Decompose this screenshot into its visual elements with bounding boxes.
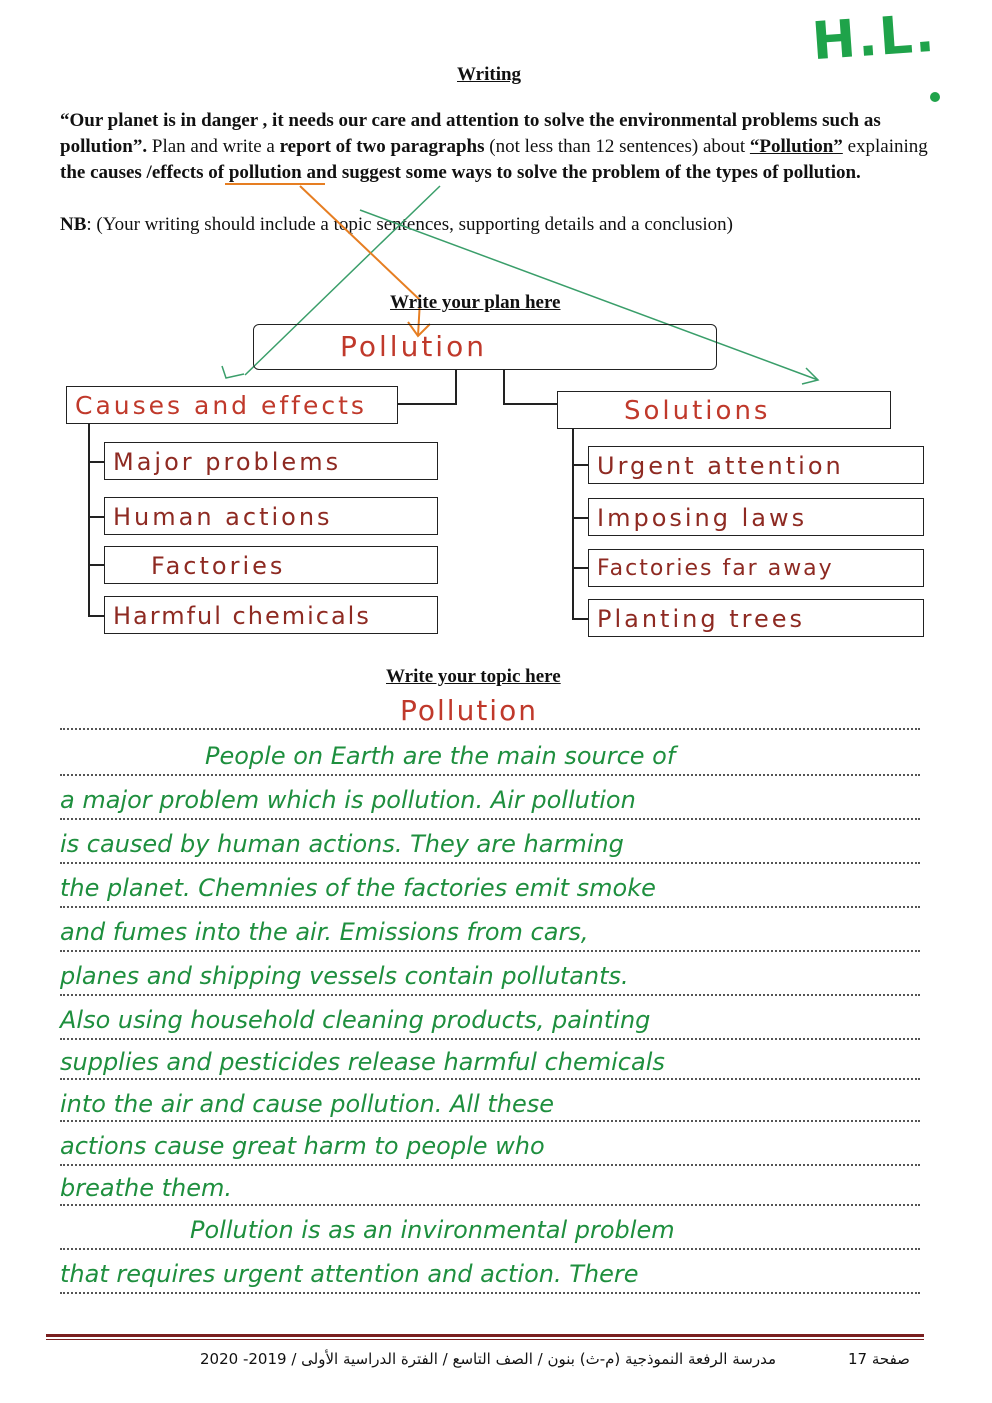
plan-left-item-2-text: Human actions: [113, 503, 333, 531]
plan-right-item-4-text: Planting trees: [597, 605, 805, 633]
essay-line: planes and shipping vessels contain pollutants.: [60, 962, 629, 990]
footer-divider-thin: [46, 1339, 924, 1340]
plan-right-item-2: [588, 498, 924, 536]
left-spine: [88, 424, 90, 617]
instructions-topic: “Pollution”: [749, 136, 843, 157]
writing-line: [60, 1120, 920, 1122]
essay-line: actions cause great harm to people who: [60, 1132, 545, 1160]
plan-left-item-1-text: Major problems: [113, 448, 342, 476]
writing-line: [60, 1038, 920, 1040]
green-arrowhead-left: [222, 366, 244, 378]
writing-line: [60, 1078, 920, 1080]
section-title: Writing: [457, 64, 522, 85]
plan-right-title: Solutions: [624, 396, 771, 426]
writing-line: [60, 728, 920, 730]
right-spine: [572, 429, 574, 619]
right-tick-4: [572, 618, 588, 620]
writing-line: [60, 1292, 920, 1294]
writing-line: [60, 994, 920, 996]
connector-root-left: [455, 370, 457, 404]
footer-divider: [46, 1334, 924, 1337]
footer-school-text: مدرسة الرفعة النموذجية (م-ث) بنون / الصف التاسع / الفترة الدراسية الأولى / 2019- 2020: [200, 1350, 776, 1368]
plan-heading: Write your plan here: [390, 292, 561, 313]
essay-line: a major problem which is pollution. Air pollution: [60, 786, 636, 814]
essay-line: Also using household cleaning products, painting: [60, 1006, 651, 1034]
left-tick-4: [88, 615, 104, 617]
plan-right-item-1-text: Urgent attention: [597, 452, 844, 480]
nb-text: : (Your writing should include a topic sentences, supporting details and a conclusion): [86, 214, 733, 235]
writing-line: [60, 774, 920, 776]
plan-root-box: [253, 324, 717, 370]
essay-title: Pollution: [400, 694, 538, 727]
essay-line: People on Earth are the main source of: [205, 742, 676, 770]
plan-right-item-2-text: Imposing laws: [597, 504, 808, 532]
writing-line: [60, 950, 920, 952]
essay-line: into the air and cause pollution. All these: [60, 1090, 555, 1118]
plan-right-title-box: [557, 391, 891, 429]
essay-line: supplies and pesticides release harmful chemicals: [60, 1048, 665, 1076]
writing-line: [60, 906, 920, 908]
plan-left-title-box: [66, 386, 398, 424]
plan-right-item-3: [588, 549, 924, 587]
page-number: 17 صفحة: [848, 1350, 910, 1368]
plan-root-text: Pollution: [340, 330, 487, 363]
plan-left-item-2: [104, 497, 438, 535]
plan-left-item-4: [104, 596, 438, 634]
right-tick-3: [572, 567, 588, 569]
plan-left-item-3-text: Factories: [151, 552, 286, 580]
left-tick-3: [88, 564, 104, 566]
instructions-line-b: (not less than 12 sentences) about: [484, 136, 750, 157]
essay-line: Pollution is as an invironmental problem: [190, 1216, 675, 1244]
right-tick-2: [572, 517, 588, 519]
instructions-task: the causes /effects of pollution and suggest some ways to solve the problem of the types of pollution.: [60, 162, 861, 183]
essay-line: is caused by human actions. They are harming: [60, 830, 624, 858]
essay-line: breathe them.: [60, 1174, 232, 1202]
right-tick-1: [572, 464, 588, 466]
connector-root-right-h: [503, 403, 557, 405]
nb-label: NB: [60, 214, 87, 235]
plan-left-item-4-text: Harmful chemicals: [113, 602, 371, 630]
plan-left-title: Causes and effects: [75, 391, 367, 420]
plan-right-item-4: [588, 599, 924, 637]
essay-line: that requires urgent attention and action. There: [60, 1260, 639, 1288]
connector-root-right: [503, 370, 505, 404]
essay-line: the planet. Chemnies of the factories emit smoke: [60, 874, 656, 902]
instructions-line-a: Plan and write a: [147, 136, 280, 157]
instructions-report: report of two paragraphs: [279, 136, 485, 157]
plan-left-item-3: [104, 546, 438, 584]
plan-right-item-3-text: Factories far away: [597, 556, 834, 581]
plan-left-item-1: [104, 442, 438, 480]
instructions-quote: “Our planet is in danger , it needs our care and attention to solve the environmental problems such as pollution”.: [60, 110, 881, 157]
connector-root-left-h: [398, 403, 457, 405]
instructions-line-c: explaining: [842, 136, 928, 157]
left-tick-1: [88, 461, 104, 463]
left-tick-2: [88, 516, 104, 518]
green-arrowhead-right: [802, 368, 818, 384]
grade-mark: H.L.: [810, 3, 939, 73]
plan-right-item-1: [588, 446, 924, 484]
writing-line: [60, 1164, 920, 1166]
writing-line: [60, 818, 920, 820]
topic-heading: Write your topic here: [386, 666, 561, 687]
essay-line: and fumes into the air. Emissions from cars,: [60, 918, 589, 946]
writing-line: [60, 862, 920, 864]
writing-line: [60, 1204, 920, 1206]
writing-line: [60, 1248, 920, 1250]
